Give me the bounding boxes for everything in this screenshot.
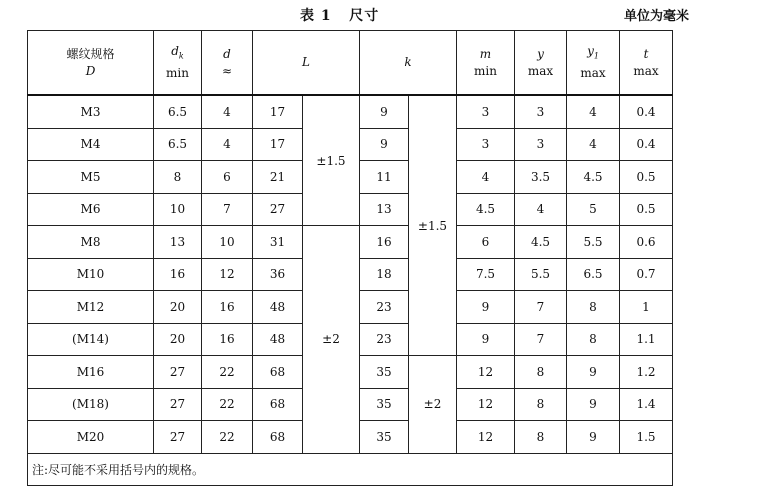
cell-dk: 6.5	[154, 95, 202, 128]
cell-L: 68	[253, 421, 303, 454]
cell-k: 11	[360, 161, 409, 194]
cell-k: 23	[360, 291, 409, 324]
cell-dk: 10	[154, 193, 202, 226]
cell-y: 5.5	[515, 258, 567, 291]
cell-t: 1.4	[620, 388, 673, 421]
cell-L-tolerance: ±1.5	[303, 95, 360, 226]
table-note: 注:尽可能不采用括号内的规格。	[28, 453, 673, 486]
cell-L-tolerance: ±2	[303, 226, 360, 454]
header-m-symbol: m	[479, 46, 492, 61]
cell-y1: 5.5	[567, 226, 620, 259]
cell-dk: 27	[154, 356, 202, 389]
cell-d: 7	[202, 193, 253, 226]
header-thread-spec	[28, 31, 154, 96]
cell-y: 3	[515, 95, 567, 128]
header-m-qualifier: min	[474, 63, 497, 78]
cell-m: 12	[457, 356, 515, 389]
cell-y: 4.5	[515, 226, 567, 259]
cell-thread: M4	[28, 128, 154, 161]
cell-L: 31	[253, 226, 303, 259]
cell-dk: 16	[154, 258, 202, 291]
cell-m: 12	[457, 421, 515, 454]
cell-L: 48	[253, 291, 303, 324]
cell-t: 1.1	[620, 323, 673, 356]
dimension-table	[27, 30, 673, 486]
cell-d: 6	[202, 161, 253, 194]
table-caption	[0, 2, 775, 26]
header-L	[253, 31, 360, 96]
header-d-qualifier: ≈	[221, 63, 233, 78]
cell-L: 17	[253, 128, 303, 161]
header-thread-symbol: D	[85, 63, 96, 78]
cell-dk: 27	[154, 388, 202, 421]
header-y1-subscript: 1	[593, 51, 599, 61]
header-y-symbol: y	[537, 46, 544, 61]
header-y1-symbol: y	[587, 44, 594, 59]
cell-L: 17	[253, 95, 303, 128]
header-dk	[154, 31, 202, 96]
cell-y1: 4.5	[567, 161, 620, 194]
header-y	[515, 31, 567, 96]
cell-thread: M6	[28, 193, 154, 226]
header-k-symbol: k	[404, 55, 412, 69]
cell-d: 22	[202, 356, 253, 389]
cell-thread: M10	[28, 258, 154, 291]
cell-y1: 6.5	[567, 258, 620, 291]
cell-thread: M3	[28, 95, 154, 128]
cell-dk: 6.5	[154, 128, 202, 161]
cell-t: 1.2	[620, 356, 673, 389]
cell-thread: M16	[28, 356, 154, 389]
cell-y: 4	[515, 193, 567, 226]
cell-t: 1.5	[620, 421, 673, 454]
header-t	[620, 31, 673, 96]
cell-k: 9	[360, 95, 409, 128]
header-y1	[567, 31, 620, 96]
cell-d: 4	[202, 95, 253, 128]
cell-m: 9	[457, 291, 515, 324]
cell-y: 3	[515, 128, 567, 161]
cell-y: 7	[515, 323, 567, 356]
cell-d: 16	[202, 291, 253, 324]
cell-m: 6	[457, 226, 515, 259]
cell-y1: 8	[567, 323, 620, 356]
cell-k: 18	[360, 258, 409, 291]
table-row	[28, 95, 673, 128]
cell-dk: 20	[154, 291, 202, 324]
cell-m: 9	[457, 323, 515, 356]
cell-y: 8	[515, 388, 567, 421]
cell-k: 35	[360, 421, 409, 454]
cell-k: 35	[360, 356, 409, 389]
cell-m: 7.5	[457, 258, 515, 291]
table-row	[28, 226, 673, 259]
header-dk-symbol: d	[171, 44, 179, 59]
table-title: 表 1 尺寸	[300, 8, 380, 24]
note-row	[28, 453, 673, 486]
cell-thread: (M18)	[28, 388, 154, 421]
header-y1-qualifier: max	[580, 65, 606, 80]
cell-y: 8	[515, 421, 567, 454]
cell-m: 4.5	[457, 193, 515, 226]
cell-t: 0.5	[620, 161, 673, 194]
cell-k: 23	[360, 323, 409, 356]
cell-y: 3.5	[515, 161, 567, 194]
cell-k-tolerance: ±2	[409, 356, 457, 454]
cell-d: 12	[202, 258, 253, 291]
cell-d: 16	[202, 323, 253, 356]
cell-m: 12	[457, 388, 515, 421]
cell-dk: 27	[154, 421, 202, 454]
cell-L: 21	[253, 161, 303, 194]
cell-y1: 9	[567, 421, 620, 454]
cell-t: 0.4	[620, 128, 673, 161]
cell-m: 3	[457, 128, 515, 161]
cell-L: 36	[253, 258, 303, 291]
header-t-symbol: t	[643, 46, 649, 61]
cell-y: 7	[515, 291, 567, 324]
header-m	[457, 31, 515, 96]
cell-y1: 8	[567, 291, 620, 324]
cell-t: 0.7	[620, 258, 673, 291]
unit-label: 单位为毫米	[623, 9, 689, 24]
cell-thread: M5	[28, 161, 154, 194]
cell-thread: M20	[28, 421, 154, 454]
cell-k-tolerance: ±1.5	[409, 95, 457, 356]
cell-dk: 13	[154, 226, 202, 259]
cell-d: 10	[202, 226, 253, 259]
header-L-symbol: L	[302, 55, 310, 69]
cell-thread: (M14)	[28, 323, 154, 356]
cell-k: 16	[360, 226, 409, 259]
cell-t: 1	[620, 291, 673, 324]
header-row	[28, 31, 673, 96]
cell-m: 4	[457, 161, 515, 194]
cell-dk: 20	[154, 323, 202, 356]
cell-y1: 4	[567, 128, 620, 161]
header-dk-subscript: k	[178, 51, 184, 61]
cell-y1: 5	[567, 193, 620, 226]
cell-y1: 9	[567, 356, 620, 389]
header-t-qualifier: max	[633, 63, 659, 78]
cell-L: 48	[253, 323, 303, 356]
cell-thread: M12	[28, 291, 154, 324]
cell-k: 35	[360, 388, 409, 421]
cell-t: 0.6	[620, 226, 673, 259]
cell-m: 3	[457, 95, 515, 128]
header-k	[360, 31, 457, 96]
header-thread-label: 螺纹规格	[66, 46, 115, 61]
cell-k: 13	[360, 193, 409, 226]
cell-L: 68	[253, 388, 303, 421]
cell-t: 0.5	[620, 193, 673, 226]
header-dk-qualifier: min	[166, 65, 189, 80]
cell-d: 4	[202, 128, 253, 161]
cell-y1: 9	[567, 388, 620, 421]
header-d	[202, 31, 253, 96]
cell-y1: 4	[567, 95, 620, 128]
cell-d: 22	[202, 421, 253, 454]
cell-L: 27	[253, 193, 303, 226]
cell-y: 8	[515, 356, 567, 389]
cell-d: 22	[202, 388, 253, 421]
header-d-symbol: d	[223, 46, 231, 61]
cell-L: 68	[253, 356, 303, 389]
cell-k: 9	[360, 128, 409, 161]
cell-thread: M8	[28, 226, 154, 259]
cell-dk: 8	[154, 161, 202, 194]
header-y-qualifier: max	[527, 63, 554, 78]
cell-t: 0.4	[620, 95, 673, 128]
